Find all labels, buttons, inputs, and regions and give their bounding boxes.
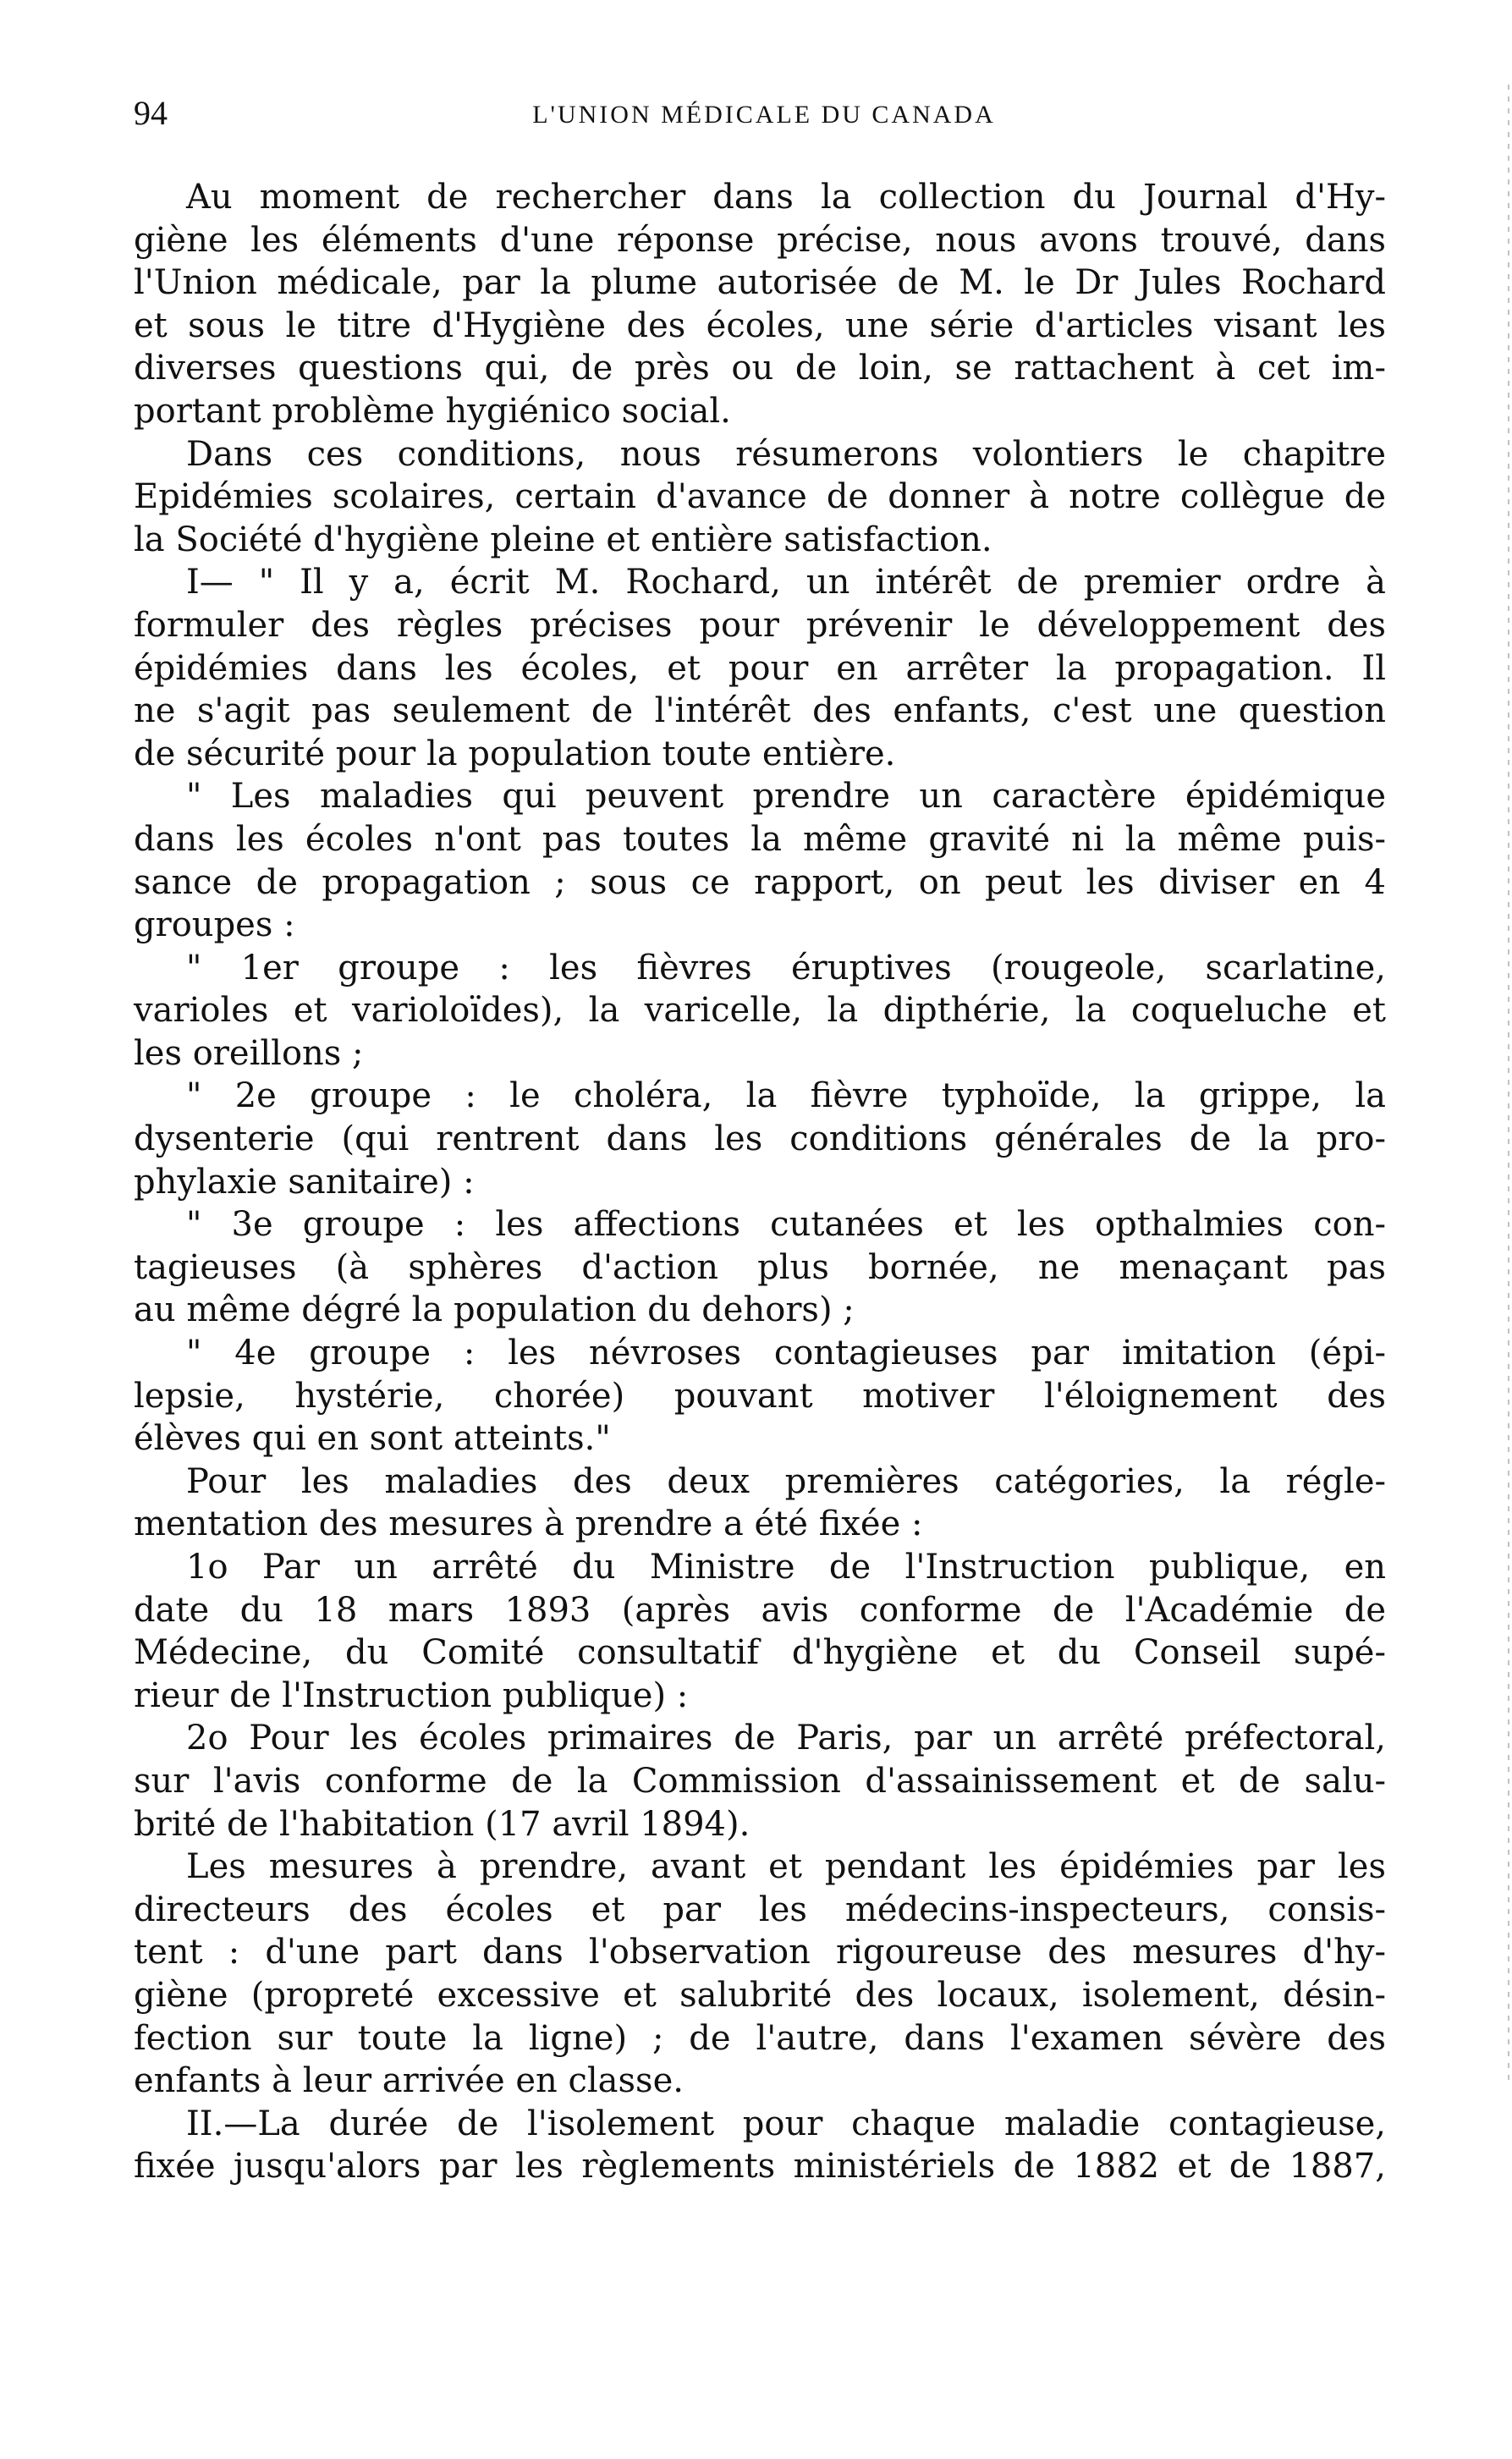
text-line: 1o Par un arrêté du Ministre de l'Instruction publique, en bbox=[186, 1548, 1386, 1587]
text-line: diverses questions qui, de près ou de loin, se rattachent à cet im- bbox=[134, 349, 1386, 388]
text-line: directeurs des écoles et par les médecins-inspecteurs, consis- bbox=[134, 1890, 1386, 1929]
text-line: Dans ces conditions, nous résumerons volontiers le chapitre bbox=[186, 434, 1386, 474]
text-line: sance de propagation ; sous ce rapport, on peut les diviser en 4 bbox=[134, 862, 1386, 902]
text-line: portant problème hygiénico social. bbox=[134, 391, 731, 431]
text-line: de sécurité pour la population toute entière. bbox=[134, 734, 896, 773]
text-line: les oreillons ; bbox=[134, 1033, 364, 1073]
text-line: élèves qui en sont atteints." bbox=[134, 1419, 611, 1459]
text-line: 2o Pour les écoles primaires de Paris, par un arrêté préfectoral, bbox=[186, 1719, 1386, 1758]
text-line: Au moment de rechercher dans la collection du Journal d'Hy- bbox=[186, 178, 1386, 217]
page-edge-rule bbox=[1508, 85, 1509, 2082]
text-line: Epidémies scolaires, certain d'avance de donner à notre collègue de bbox=[134, 477, 1386, 517]
text-line: " Les maladies qui peuvent prendre un caractère épidémique bbox=[186, 777, 1386, 817]
running-title: L'UNION MÉDICALE DU CANADA bbox=[532, 101, 996, 129]
text-line: Médecine, du Comité consultatif d'hygiène et du Conseil supé- bbox=[134, 1633, 1386, 1673]
text-line: tagieuses (à sphères d'action plus bornée, ne menaçant pas bbox=[134, 1247, 1386, 1287]
text-line: " 3e groupe : les affections cutanées et les opthalmies con- bbox=[186, 1205, 1386, 1245]
text-line: et sous le titre d'Hygiène des écoles, une série d'articles visant les bbox=[134, 305, 1386, 345]
text-line: formuler des règles précises pour prévenir le développement des bbox=[134, 605, 1386, 645]
text-line: ne s'agit pas seulement de l'intérêt des enfants, c'est une question bbox=[134, 691, 1386, 731]
text-line: enfants à leur arrivée en classe. bbox=[134, 2061, 684, 2101]
text-line: tent : d'une part dans l'observation rigoureuse des mesures d'hy- bbox=[134, 1933, 1386, 1972]
text-line: dysenterie (qui rentrent dans les conditions générales de la pro- bbox=[134, 1119, 1386, 1159]
text-line: II.—La durée de l'isolement pour chaque maladie contagieuse, bbox=[186, 2104, 1386, 2143]
text-line: giène (propreté excessive et salubrité des locaux, isolement, désin- bbox=[134, 1975, 1386, 2015]
text-line: au même dégré la population du dehors) ; bbox=[134, 1290, 855, 1330]
body-text bbox=[134, 176, 1386, 2188]
text-line: giène les éléments d'une réponse précise, nous avons trouvé, dans bbox=[134, 220, 1386, 260]
text-line: l'Union médicale, par la plume autorisée de M. le Dr Jules Rochard bbox=[134, 263, 1386, 303]
text-line: la Société d'hygiène pleine et entière satisfaction. bbox=[134, 520, 992, 559]
page-number: 94 bbox=[134, 94, 168, 132]
text-line: rieur de l'Instruction publique) : bbox=[134, 1675, 689, 1715]
text-line: groupes : bbox=[134, 905, 295, 945]
text-line: mentation des mesures à prendre a été fixée : bbox=[134, 1505, 923, 1544]
page-header bbox=[134, 91, 1394, 142]
text-line: Pour les maladies des deux premières catégories, la régle- bbox=[186, 1461, 1386, 1501]
text-line: I— " Il y a, écrit M. Rochard, un intérêt de premier ordre à bbox=[186, 563, 1386, 602]
text-line: dans les écoles n'ont pas toutes la même gravité ni la même puis- bbox=[134, 819, 1386, 859]
text-line: épidémies dans les écoles, et pour en arrêter la propagation. Il bbox=[134, 648, 1386, 688]
text-line: varioles et varioloïdes), la varicelle, la dipthérie, la coqueluche et bbox=[134, 991, 1386, 1031]
text-line: brité de l'habitation (17 avril 1894). bbox=[134, 1804, 751, 1844]
text-line: " 1er groupe : les fièvres éruptives (rougeole, scarlatine, bbox=[186, 948, 1386, 987]
text-line: fixée jusqu'alors par les règlements ministériels de 1882 et de 1887, bbox=[134, 2147, 1386, 2187]
text-line: phylaxie sanitaire) : bbox=[134, 1162, 475, 1202]
text-line: Les mesures à prendre, avant et pendant les épidémies par les bbox=[186, 1847, 1386, 1887]
text-line: lepsie, hystérie, chorée) pouvant motiver l'éloignement des bbox=[134, 1376, 1386, 1416]
text-line: " 4e groupe : les névroses contagieuses par imitation (épi- bbox=[186, 1334, 1386, 1373]
text-line: fection sur toute la ligne) ; de l'autre, dans l'examen sévère des bbox=[134, 2018, 1386, 2058]
text-line: sur l'avis conforme de la Commission d'assainissement et de salu- bbox=[134, 1761, 1386, 1801]
text-line: " 2e groupe : le choléra, la fièvre typhoïde, la grippe, la bbox=[186, 1076, 1386, 1116]
text-line: date du 18 mars 1893 (après avis conforme de l'Académie de bbox=[134, 1590, 1386, 1630]
